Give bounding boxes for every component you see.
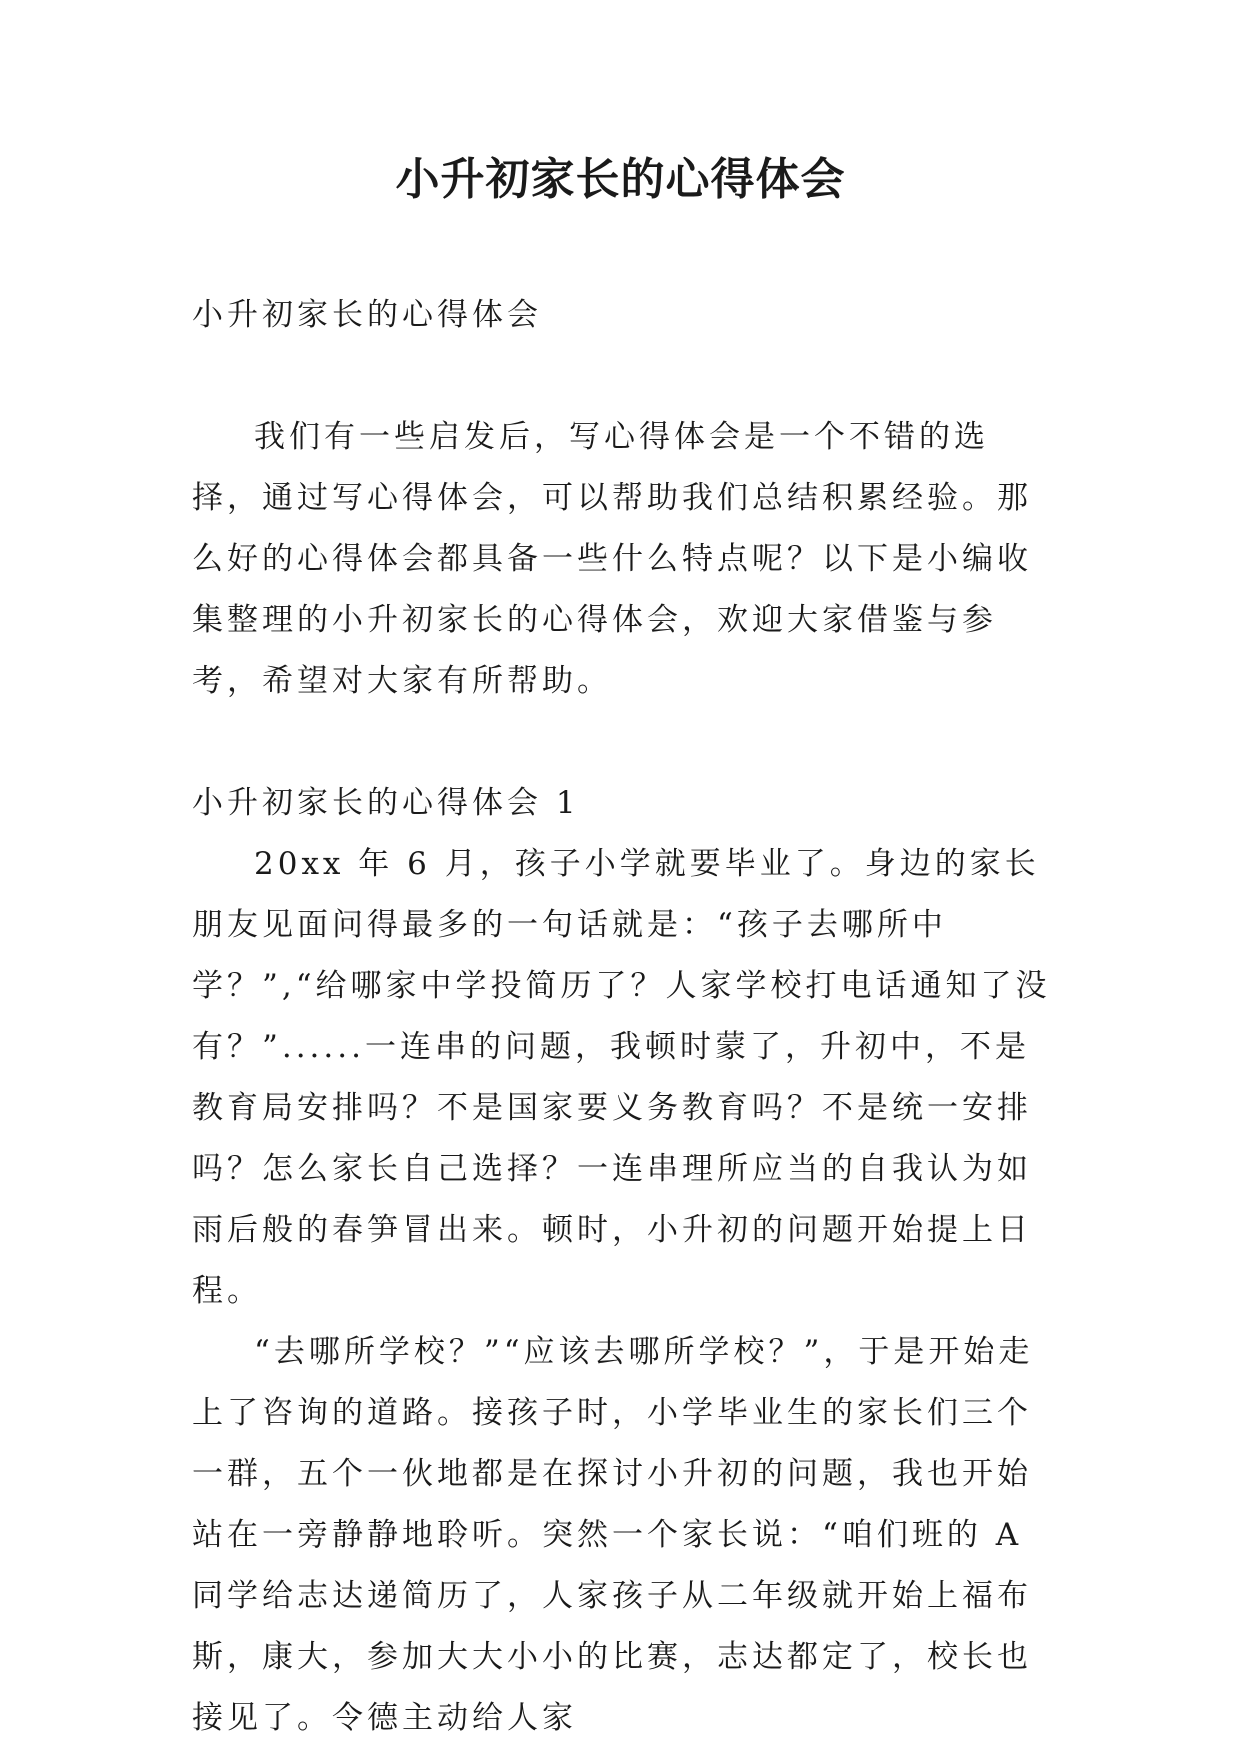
spacer xyxy=(192,712,1052,773)
section-heading: 小升初家长的心得体会 1 xyxy=(192,785,580,821)
document-subtitle: 小升初家长的心得体会 xyxy=(192,297,542,333)
intro-paragraph: 我们有一些启发后，写心得体会是一个不错的选择，通过写心得体会，可以帮助我们总结积累经验。那么好的心得体会都具备一些什么特点呢？以下是小编收集整理的小升初家长的心得体会，欢迎大家借鉴与参考，希望对大家有所帮助。 xyxy=(192,419,1032,699)
body-paragraph: 20xx 年 6 月，孩子小学就要毕业了。身边的家长朋友见面问得最多的一句话就是：“孩子去哪所中学？”,“给哪家中学投简历了？人家学校打电话通知了没有？”......一连串的问题，我顿时蒙了，升初中，不是教育局安排吗？不是国家要义务教育吗？不是统一安排吗？怎么家长自己选择？一连串理所应当的自我认为如雨后般的春笋冒出来。顿时，小升初的问题开始提上日程。 xyxy=(192,846,1051,1309)
document-body xyxy=(192,285,1052,1749)
document-title: 小升初家长的心得体会 xyxy=(395,154,846,205)
body-paragraph: “去哪所学校？”“应该去哪所学校？”，于是开始走上了咨询的道路。接孩子时，小学毕业生的家长们三个一群，五个一伙地都是在探讨小升初的问题，我也开始站在一旁静静地聆听。突然一个家长说：“咱们班的 A 同学给志达递简历了，人家孩子从二年级就开始上福布斯，康大，参加大大小小的比赛，志达都定了，校长也接见了。令德主动给人家 xyxy=(192,1334,1034,1736)
spacer xyxy=(192,346,1052,407)
